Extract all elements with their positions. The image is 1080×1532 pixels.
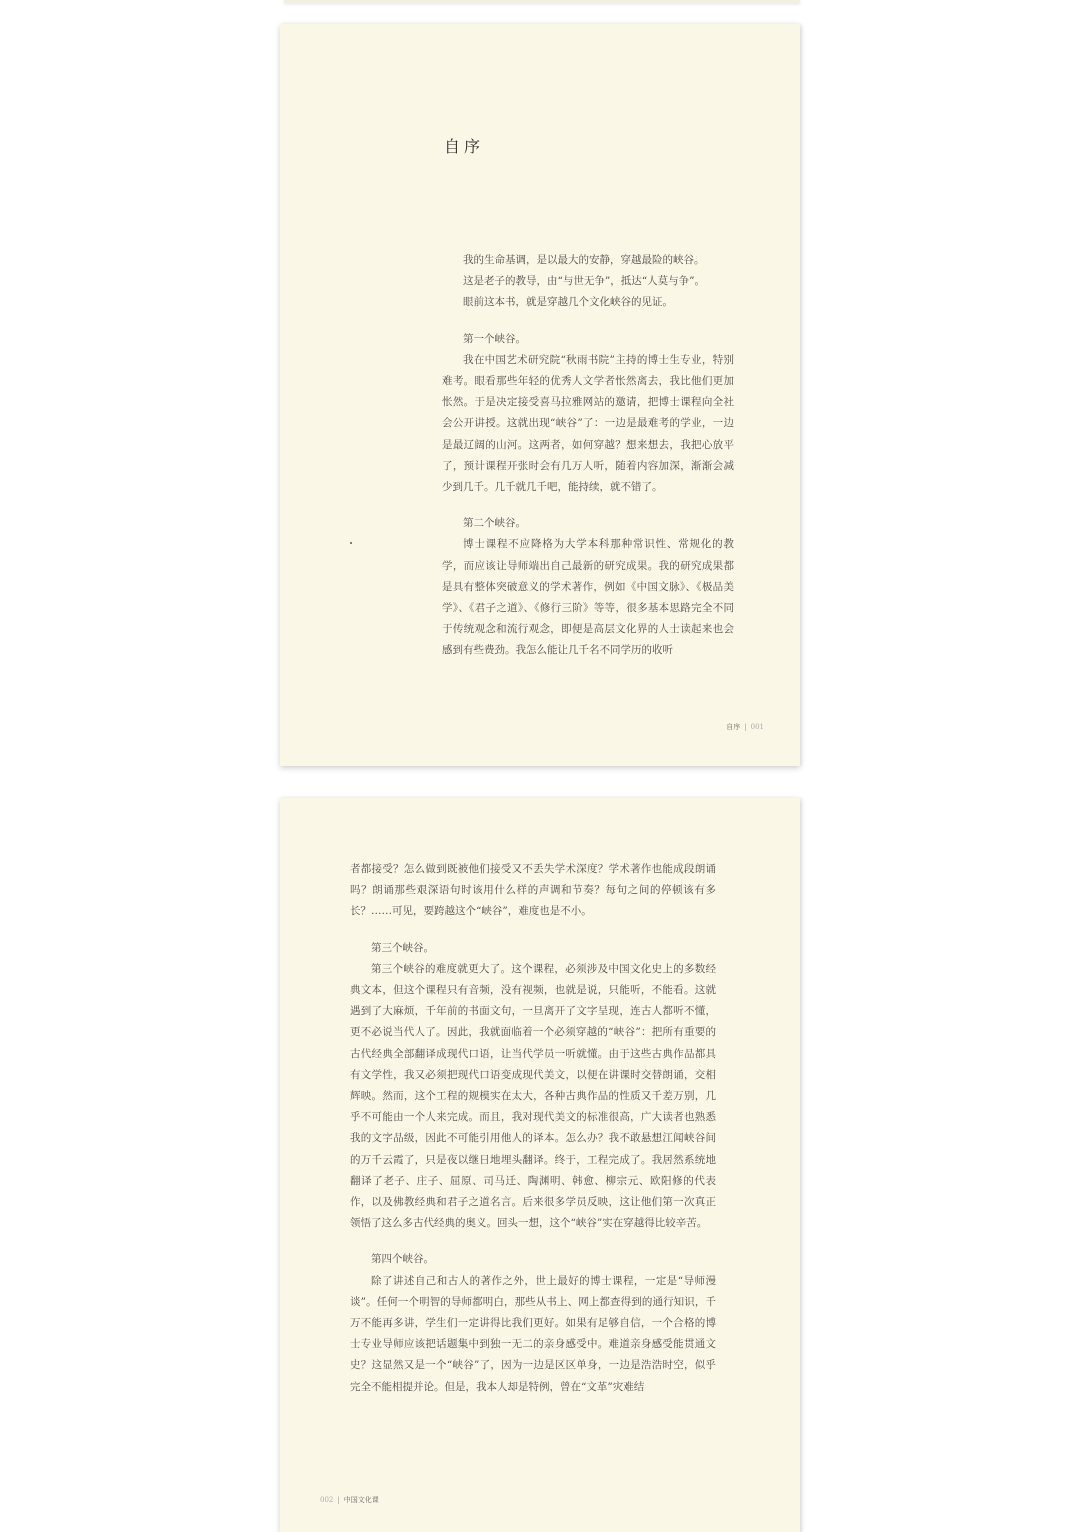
footer-separator: | xyxy=(744,723,747,731)
paragraph: 我在中国艺术研究院“秋雨书院”主持的博士生专业，特别难考。眼看那些年轻的优秀人文学者怅然离去，我比他们更加怅然。于是决定接受喜马拉雅网站的邀请，把博士课程向全社会公开讲授。这就出现“峡谷”了：一边是最难考的学业，一边是最辽阔的山河。这两者，如何穿越？想来想去，我把心放平了，预计课程开张时会有几万人听，随着内容加深，渐渐会减少到几千。几千就几千吧，能持续，就不错了。 xyxy=(442,353,734,494)
paragraph: 我的生命基调，是以最大的安静，穿越最险的峡谷。 xyxy=(463,254,705,266)
book-page-2 xyxy=(280,798,800,1532)
page-footer xyxy=(320,1495,379,1505)
paragraph: 这是老子的教导，由“与世无争”，抵达“人莫与争”。 xyxy=(463,275,705,288)
book-page-1 xyxy=(280,24,800,766)
page-title: 自序 xyxy=(444,137,485,156)
paragraph: 第三个峡谷的难度就更大了。这个课程，必须涉及中国文化史上的多数经典文本，但这个课程只有音频，没有视频，也就是说，只能听，不能看。这就遇到了大麻烦，千年前的书面文句，一旦离开了文字呈现，连古人都听不懂，更不必说当代人了。因此，我就面临着一个必须穿越的“峡谷”：把所有重要的古代经典全部翻译成现代口语，让当代学员一听就懂。由于这些古典作品都具有文学性，我又必须把现代口语变成现代美文，以便在讲课时交替朗诵，交相辉映。然而，这个工程的规模实在太大，各种古典作品的性质又千差万别，几乎不可能由一个人来完成。而且，我对现代美文的标准很高，广大读者也熟悉我的文字品级，因此不可能引用他人的译本。怎么办？我不敢悬想江闻峡谷间的万千云霞了，只是夜以继日地埋头翻译。终于，工程完成了。我居然系统地翻译了老子、庄子、屈原、司马迁、陶渊明、韩愈、柳宗元、欧阳修的代表作，以及佛教经典和君子之道名言。后来很多学员反映，这让他们第一次真正领悟了这么多古代经典的奥义。回头一想，这个“峡谷”实在穿越得比较辛苦。 xyxy=(350,962,716,1230)
page-2-body xyxy=(350,859,716,1398)
section-heading: 第四个峡谷。 xyxy=(371,1253,434,1266)
section-heading: 第三个峡谷。 xyxy=(371,941,434,954)
section-heading: 第一个峡谷。 xyxy=(463,332,526,345)
page-footer xyxy=(726,722,764,732)
page-1-body xyxy=(442,250,734,662)
footer-title: 中国文化课 xyxy=(343,1496,379,1504)
page-number: 002 xyxy=(320,1496,334,1504)
paragraph: 博士课程不应降格为大学本科那种常识性、常规化的教学，而应该让导师端出自己最新的研究成果。我的研究成果都是具有整体突破意义的学术著作，例如《中国文脉》、《极品美学》、《君子之道》、《修行三阶》等等，很多基本思路完全不同于传统观念和流行观念，即便是高层文化界的人士读起来也会感到有些费劲。我怎么能让几千名不同学历的收听 xyxy=(442,538,734,657)
footer-title: 自序 xyxy=(726,723,741,731)
paragraph: 眼前这本书，就是穿越几个文化峡谷的见证。 xyxy=(463,296,673,309)
footer-separator: | xyxy=(337,1496,340,1504)
previous-page-edge xyxy=(284,0,800,3)
print-speck xyxy=(350,542,352,544)
paragraph: 除了讲述自己和古人的著作之外，世上最好的博士课程，一定是“导师漫谈”。任何一个明智的导师都明白，那些从书上、网上都查得到的通行知识，千万不能再多讲，学生们一定讲得比我们更好。如果有足够自信，一个合格的博士专业导师应该把话题集中到独一无二的亲身感受中。难道亲身感受能贯通文史？这显然又是一个“峡谷”了，因为一边是区区单身，一边是浩浩时空，似乎完全不能相提并论。但是，我本人却是特例，曾在“文革”灾难结 xyxy=(350,1274,716,1393)
page-number: 001 xyxy=(750,723,764,731)
section-heading: 第二个峡谷。 xyxy=(463,517,526,530)
paragraph: 者都接受？怎么做到既被他们接受又不丢失学术深度？学术著作也能成段朗诵吗？朗诵那些艰深语句时该用什么样的声调和节奏？每句之间的停顿该有多长？……可见，要跨越这个“峡谷”，难度也是不小。 xyxy=(350,863,716,918)
